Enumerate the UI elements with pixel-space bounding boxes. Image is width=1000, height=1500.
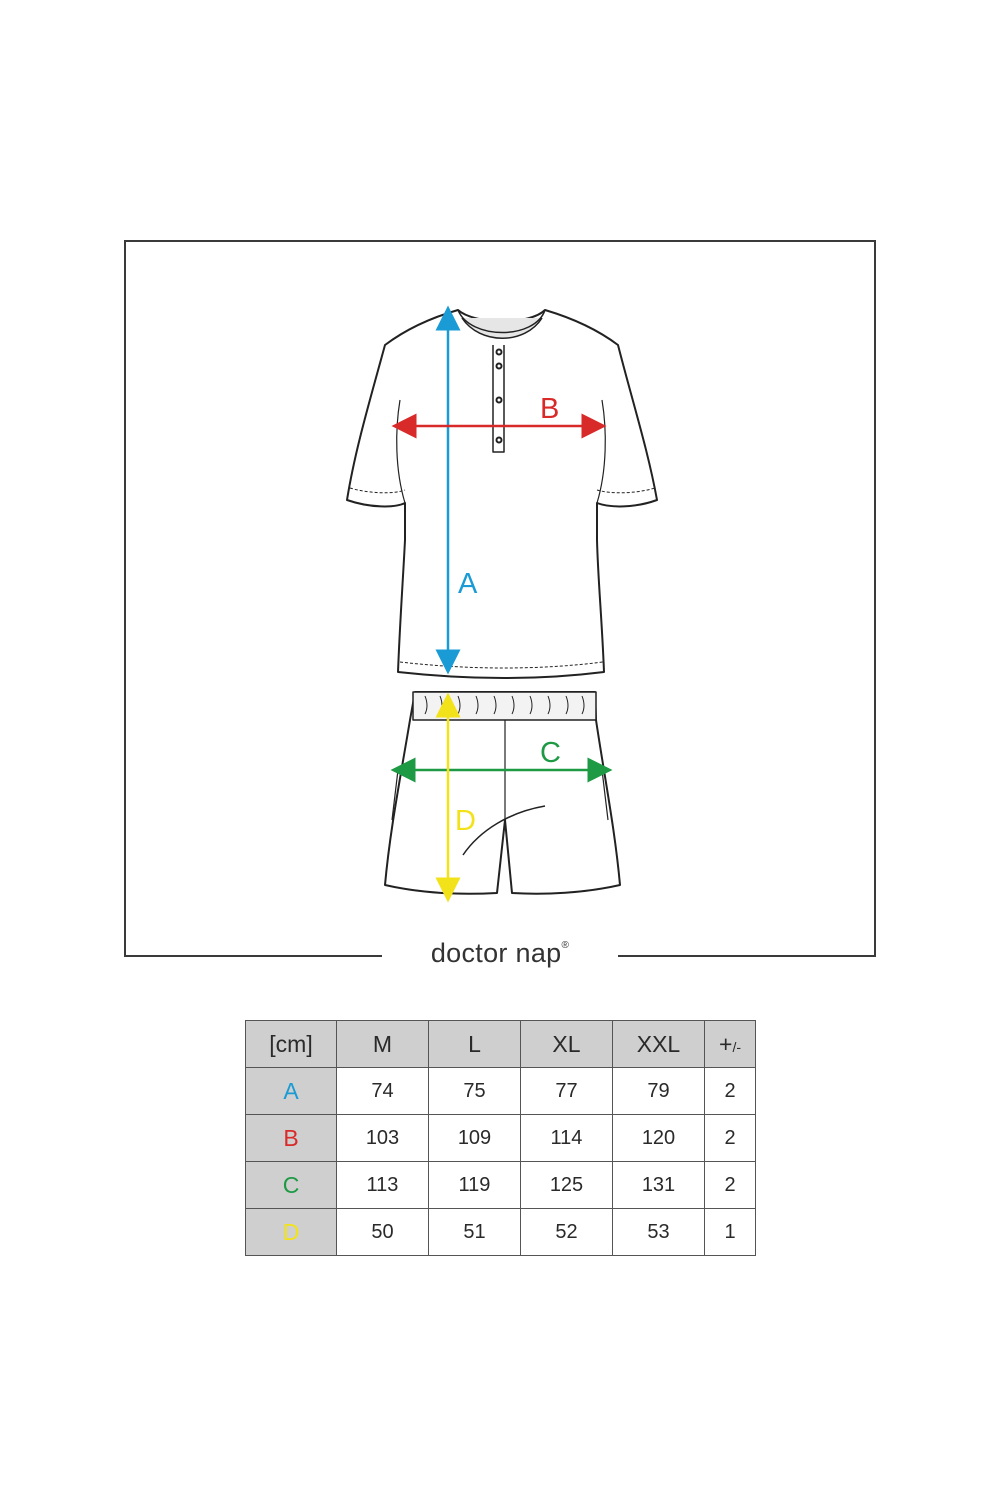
- brand-mark: ®: [561, 940, 570, 951]
- table-cell: 125: [521, 1162, 613, 1209]
- table-cell: 75: [429, 1068, 521, 1115]
- table-cell: 120: [613, 1115, 705, 1162]
- table-cell: 74: [337, 1068, 429, 1115]
- tolerance-header: [705, 1021, 756, 1068]
- table-cell: 50: [337, 1209, 429, 1256]
- row-label-d: D: [246, 1209, 337, 1256]
- table-cell: 51: [429, 1209, 521, 1256]
- size-header-l: L: [429, 1021, 521, 1068]
- row-label-c: C: [246, 1162, 337, 1209]
- table-cell: 131: [613, 1162, 705, 1209]
- shorts-drawing: [385, 692, 620, 894]
- measure-label-b: B: [540, 393, 560, 425]
- shirt-drawing: [347, 310, 657, 678]
- table-cell: 53: [613, 1209, 705, 1256]
- row-label-b: B: [246, 1115, 337, 1162]
- table-cell: 109: [429, 1115, 521, 1162]
- size-table-header-row: [246, 1021, 756, 1068]
- measure-label-c: C: [540, 737, 561, 769]
- tolerance-plus: +: [719, 1030, 733, 1057]
- size-header-xxl: XXL: [613, 1021, 705, 1068]
- measure-label-a: A: [458, 568, 478, 600]
- measure-label-d: D: [455, 805, 476, 837]
- table-cell: 119: [429, 1162, 521, 1209]
- table-cell: 114: [521, 1115, 613, 1162]
- brand-name: doctor nap: [430, 938, 562, 968]
- tolerance-cell: 2: [705, 1068, 756, 1115]
- tolerance-cell: 1: [705, 1209, 756, 1256]
- tolerance-cell: 2: [705, 1115, 756, 1162]
- size-table: [245, 1020, 756, 1256]
- table-row: [246, 1068, 756, 1115]
- tolerance-minus: /-: [732, 1038, 741, 1055]
- unit-header: [cm]: [246, 1021, 337, 1068]
- table-row: [246, 1115, 756, 1162]
- table-cell: 52: [521, 1209, 613, 1256]
- tolerance-cell: 2: [705, 1162, 756, 1209]
- row-label-a: A: [246, 1068, 337, 1115]
- table-row: [246, 1162, 756, 1209]
- table-cell: 79: [613, 1068, 705, 1115]
- size-header-m: M: [337, 1021, 429, 1068]
- table-cell: 113: [337, 1162, 429, 1209]
- size-header-xl: XL: [521, 1021, 613, 1068]
- table-cell: 77: [521, 1068, 613, 1115]
- table-row: [246, 1209, 756, 1256]
- table-cell: 103: [337, 1115, 429, 1162]
